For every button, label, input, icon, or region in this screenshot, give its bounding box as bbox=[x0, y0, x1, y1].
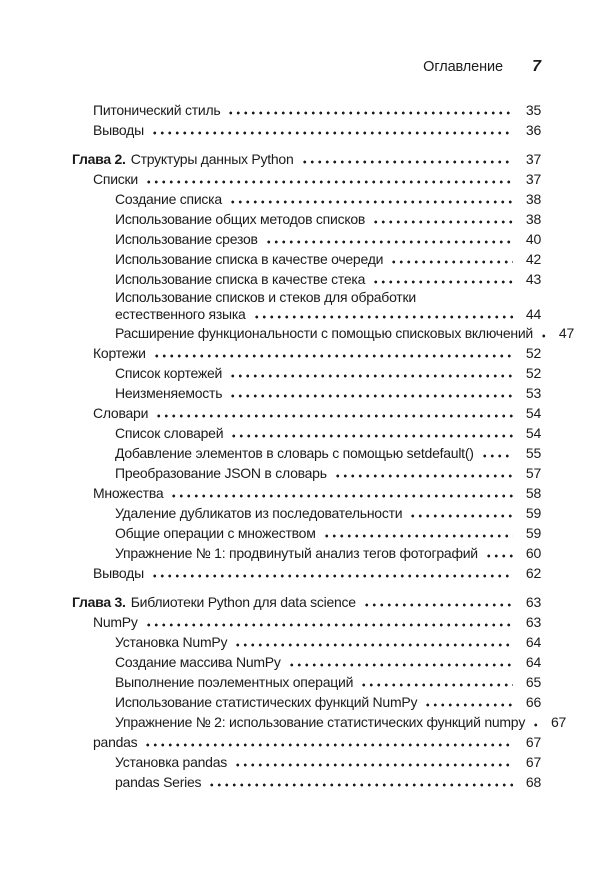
dot-leader bbox=[363, 603, 513, 607]
dot-leader bbox=[153, 354, 513, 358]
toc-entry-label: Выводы bbox=[93, 565, 144, 581]
toc-entry-wrapped-first-line bbox=[115, 289, 541, 306]
dot-leader bbox=[265, 240, 513, 244]
toc-entry bbox=[115, 672, 541, 692]
toc-entry-page: 68 bbox=[525, 774, 541, 790]
toc-entry-page: 63 bbox=[525, 594, 541, 610]
toc-chapter-entry bbox=[72, 592, 541, 612]
toc-entry-page: 59 bbox=[525, 525, 541, 541]
toc-entry-label: Удаление дубликатов из последовательности bbox=[115, 505, 403, 521]
toc-entry-page: 67 bbox=[525, 734, 541, 750]
toc-entry-label: Установка pandas bbox=[115, 754, 227, 770]
toc-entry-label: Расширение функциональности с помощью списковых включений bbox=[115, 325, 533, 341]
toc-entry-label: Использование списка в качестве стека bbox=[115, 271, 366, 287]
dot-leader bbox=[253, 315, 513, 319]
dot-leader bbox=[288, 663, 513, 667]
dot-leader bbox=[229, 374, 513, 378]
dot-leader bbox=[540, 334, 546, 338]
toc-entry bbox=[115, 632, 541, 652]
dot-leader bbox=[409, 514, 513, 518]
toc-entry bbox=[93, 403, 541, 423]
toc-entry bbox=[115, 523, 541, 543]
toc-entry-label: Выводы bbox=[93, 122, 144, 138]
toc-entry bbox=[93, 100, 541, 120]
toc-entry-label: Общие операции с множеством bbox=[115, 525, 316, 541]
toc-entry-page: 40 bbox=[525, 231, 541, 247]
toc-entry-page: 57 bbox=[525, 465, 541, 481]
chapter-number: Глава 2. bbox=[72, 151, 126, 167]
page-header bbox=[72, 58, 541, 76]
toc-entry bbox=[115, 363, 541, 383]
toc-entry-label: Упражнение № 1: продвинутый анализ тегов фотографий bbox=[115, 545, 478, 561]
toc-entry bbox=[115, 712, 567, 732]
toc-entry-page: 52 bbox=[525, 365, 541, 381]
toc-entry-label: Питонический стиль bbox=[93, 102, 221, 118]
dot-leader bbox=[229, 394, 513, 398]
toc-entry-page: 44 bbox=[525, 306, 541, 322]
toc-entry bbox=[115, 189, 541, 209]
toc-entry-label: Список кортежей bbox=[115, 365, 223, 381]
toc-entry bbox=[93, 612, 541, 632]
toc-entry-label: Установка NumPy bbox=[115, 634, 228, 650]
toc-entry bbox=[115, 269, 541, 289]
toc-entry-page: 38 bbox=[525, 211, 541, 227]
toc-entry-page: 59 bbox=[525, 505, 541, 521]
toc-entry-page: 47 bbox=[558, 325, 574, 341]
toc-entry-label: Библиотеки Python для data science bbox=[130, 594, 356, 610]
toc-entry-label: Списки bbox=[93, 171, 138, 187]
dot-leader bbox=[170, 494, 513, 498]
dot-leader bbox=[230, 434, 513, 438]
toc-entry bbox=[115, 652, 541, 672]
toc-entry-page: 54 bbox=[525, 425, 541, 441]
toc-entry-label: естественного языка bbox=[115, 306, 246, 322]
toc-entry-label: Структуры данных Python bbox=[130, 151, 294, 167]
toc-entry-label: Использование срезов bbox=[115, 231, 258, 247]
toc-entry-page: 66 bbox=[525, 694, 541, 710]
dot-leader bbox=[208, 783, 513, 787]
dot-leader bbox=[485, 554, 513, 558]
toc-entry-label: NumPy bbox=[93, 614, 138, 630]
dot-leader bbox=[227, 111, 513, 115]
toc-entry-label: Преобразование JSON в словарь bbox=[115, 465, 327, 481]
toc-entry-page: 67 bbox=[525, 754, 541, 770]
header-page-number: 7 bbox=[532, 58, 541, 75]
dot-leader bbox=[390, 260, 513, 264]
dot-leader bbox=[144, 743, 513, 747]
dot-leader bbox=[155, 414, 513, 418]
toc-entry-label: Использование списков и стеков для обработки bbox=[115, 289, 416, 305]
dot-leader bbox=[360, 683, 513, 687]
toc-entry-label: Словари bbox=[93, 405, 149, 421]
toc-entry bbox=[115, 543, 541, 563]
toc-chapter-entry bbox=[72, 149, 541, 169]
toc-entry-wrapped-second-line bbox=[115, 306, 541, 323]
dot-leader bbox=[323, 534, 513, 538]
toc-entry-page: 54 bbox=[525, 405, 541, 421]
dot-leader bbox=[372, 220, 513, 224]
toc-entry-label: Использование статистических функций NumPy bbox=[115, 694, 418, 710]
toc-entry bbox=[115, 423, 541, 443]
toc-entry-page: 62 bbox=[525, 565, 541, 581]
toc-entry-page: 55 bbox=[525, 445, 541, 461]
dot-leader bbox=[234, 763, 513, 767]
dot-leader bbox=[481, 454, 513, 458]
toc-entry-page: 43 bbox=[525, 271, 541, 287]
header-section-title: Оглавление bbox=[423, 59, 503, 75]
toc-entry-page: 38 bbox=[525, 191, 541, 207]
toc-entry bbox=[115, 249, 541, 269]
toc-entry bbox=[93, 120, 541, 140]
dot-leader bbox=[145, 623, 513, 627]
toc-entry bbox=[115, 443, 541, 463]
toc-entry-label: Кортежи bbox=[93, 345, 146, 361]
dot-leader bbox=[145, 180, 513, 184]
toc-entry bbox=[115, 323, 574, 343]
toc-entry bbox=[93, 563, 541, 583]
dot-leader bbox=[234, 643, 513, 647]
toc-entry-page: 52 bbox=[525, 345, 541, 361]
dot-leader bbox=[372, 280, 513, 284]
toc-entry bbox=[115, 772, 541, 792]
toc-entry-page: 58 bbox=[525, 485, 541, 501]
table-of-contents bbox=[72, 100, 574, 792]
toc-entry-page: 67 bbox=[551, 714, 567, 730]
dot-leader bbox=[532, 723, 538, 727]
toc-entry-page: 53 bbox=[525, 385, 541, 401]
toc-entry-page: 37 bbox=[525, 151, 541, 167]
dot-leader bbox=[151, 574, 513, 578]
toc-entry bbox=[115, 229, 541, 249]
toc-entry-label: pandas bbox=[93, 734, 138, 750]
toc-entry-page: 64 bbox=[525, 654, 541, 670]
toc-entry-label: Множества bbox=[93, 485, 164, 501]
toc-entry-label: Список словарей bbox=[115, 425, 224, 441]
toc-entry bbox=[93, 483, 541, 503]
toc-entry-page: 35 bbox=[525, 102, 541, 118]
toc-entry bbox=[115, 752, 541, 772]
toc-entry-page: 42 bbox=[525, 251, 541, 267]
dot-leader bbox=[229, 200, 513, 204]
dot-leader bbox=[334, 474, 513, 478]
toc-entry-label: Использование общих методов списков bbox=[115, 211, 366, 227]
toc-entry-page: 37 bbox=[525, 171, 541, 187]
toc-entry bbox=[115, 503, 541, 523]
toc-entry bbox=[115, 692, 541, 712]
toc-entry bbox=[115, 383, 541, 403]
toc-entry-label: Создание массива NumPy bbox=[115, 654, 281, 670]
toc-entry-label: Неизменяемость bbox=[115, 385, 223, 401]
dot-leader bbox=[301, 160, 514, 164]
toc-entry-page: 36 bbox=[525, 122, 541, 138]
toc-entry bbox=[93, 169, 541, 189]
toc-entry-page: 64 bbox=[525, 634, 541, 650]
chapter-number: Глава 3. bbox=[72, 594, 126, 610]
toc-entry-label: Создание списка bbox=[115, 191, 222, 207]
dot-leader bbox=[424, 703, 513, 707]
toc-entry-label: Упражнение № 2: использование статистических функций numpy bbox=[115, 714, 526, 730]
toc-entry bbox=[93, 732, 541, 752]
toc-entry-label: Добавление элементов в словарь с помощью setdefault() bbox=[115, 445, 474, 461]
toc-entry bbox=[115, 463, 541, 483]
toc-entry-page: 60 bbox=[525, 545, 541, 561]
toc-entry-label: pandas Series bbox=[115, 774, 202, 790]
toc-entry-page: 63 bbox=[525, 614, 541, 630]
dot-leader bbox=[151, 131, 513, 135]
toc-entry bbox=[93, 343, 541, 363]
toc-entry-label: Использование списка в качестве очереди bbox=[115, 251, 384, 267]
toc-entry-label: Выполнение поэлементных операций bbox=[115, 674, 354, 690]
toc-entry-page: 65 bbox=[525, 674, 541, 690]
toc-entry bbox=[115, 209, 541, 229]
